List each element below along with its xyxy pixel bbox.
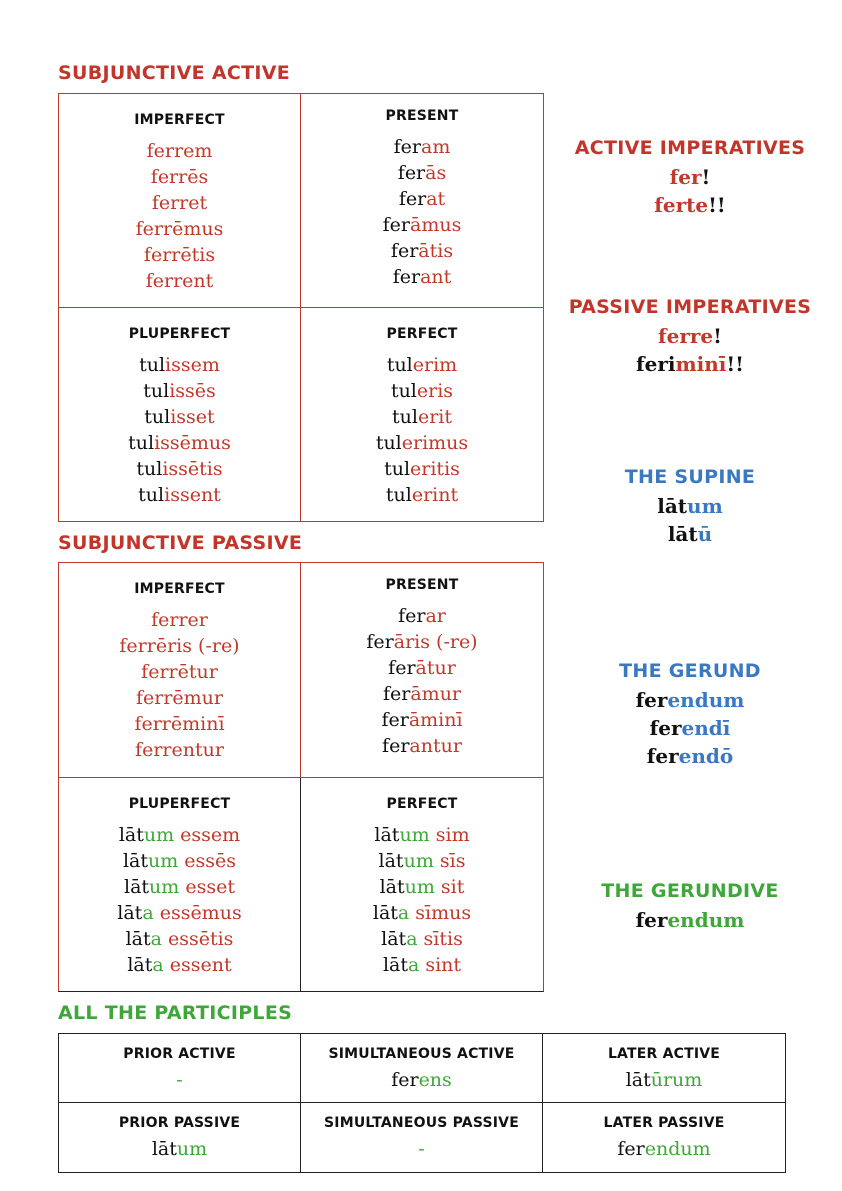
verb-form bbox=[301, 733, 543, 759]
form-segment: ferrētur bbox=[141, 661, 218, 683]
form-segment: fer bbox=[669, 165, 702, 189]
sp-pluperfect-forms bbox=[59, 822, 300, 978]
form-segment: ferrēminī bbox=[134, 713, 225, 735]
verb-form bbox=[59, 216, 300, 242]
form-segment: āmur bbox=[410, 683, 462, 705]
form-segment: lāt bbox=[667, 522, 698, 546]
form-segment: ferte bbox=[654, 193, 709, 217]
form-segment: lāt bbox=[657, 494, 688, 518]
form-segment: lāt bbox=[124, 876, 150, 898]
form-segment: sītis bbox=[417, 928, 463, 950]
subjunctive-passive-title: SUBJUNCTIVE PASSIVE bbox=[58, 532, 303, 554]
form-segment: tul bbox=[392, 406, 418, 428]
verb-form bbox=[59, 822, 300, 848]
form-segment: ferrēris (-re) bbox=[119, 635, 240, 657]
passive-imperatives-title: PASSIVE IMPERATIVES bbox=[568, 296, 812, 318]
active-imperatives-forms bbox=[560, 163, 820, 219]
verb-form bbox=[560, 350, 820, 378]
form-segment: - bbox=[176, 1069, 183, 1091]
form-segment: a bbox=[152, 954, 164, 976]
verb-form bbox=[301, 874, 543, 900]
form-segment: lāt bbox=[374, 824, 400, 846]
participle-cell-prior-passive bbox=[59, 1103, 301, 1172]
form-segment: endī bbox=[681, 716, 731, 740]
verb-form bbox=[59, 607, 300, 633]
sa-present-forms bbox=[301, 134, 543, 290]
form-segment: ferrent bbox=[145, 270, 214, 292]
verb-form bbox=[301, 603, 543, 629]
form-segment: fer bbox=[391, 1069, 419, 1091]
participle-cell-later-active bbox=[543, 1034, 785, 1103]
form-segment: fer bbox=[635, 688, 668, 712]
form-segment: eritis bbox=[410, 458, 460, 480]
verb-form bbox=[59, 138, 300, 164]
verb-form bbox=[59, 268, 300, 294]
form-segment: at bbox=[426, 188, 446, 210]
form-segment: !! bbox=[726, 352, 744, 376]
form-segment: feri bbox=[636, 352, 676, 376]
form-segment: tul bbox=[143, 380, 170, 402]
form-segment: !! bbox=[708, 193, 726, 217]
form-segment: ferrētis bbox=[143, 244, 216, 266]
form-segment: lāt bbox=[381, 928, 407, 950]
verb-form bbox=[301, 482, 543, 508]
supine-forms bbox=[560, 492, 820, 548]
verb-form bbox=[59, 633, 300, 659]
subjunctive-passive-table bbox=[58, 562, 544, 992]
verb-form bbox=[59, 926, 300, 952]
sp-imperfect-label: IMPERFECT bbox=[134, 581, 225, 597]
verb-form bbox=[301, 134, 543, 160]
sp-pluperfect-label: PLUPERFECT bbox=[128, 796, 231, 812]
form-segment: ātur bbox=[415, 657, 456, 679]
form-segment: sīmus bbox=[409, 902, 472, 924]
sa-pluperfect-cell bbox=[59, 308, 301, 521]
sa-perfect-forms bbox=[301, 352, 543, 508]
form-segment: lāt bbox=[127, 954, 153, 976]
form-segment: ! bbox=[701, 165, 711, 189]
form-segment: am bbox=[421, 136, 451, 158]
gerundive-forms bbox=[560, 906, 820, 934]
verb-form bbox=[59, 482, 300, 508]
form-segment: lāt bbox=[118, 824, 144, 846]
form-segment: āminī bbox=[408, 709, 463, 731]
form-segment: sit bbox=[434, 876, 465, 898]
verb-form bbox=[59, 659, 300, 685]
verb-form bbox=[301, 238, 543, 264]
verb-form bbox=[301, 378, 543, 404]
passive-imperatives-forms bbox=[560, 322, 820, 378]
form-segment: essēmus bbox=[153, 902, 242, 924]
supine-title: THE SUPINE bbox=[624, 466, 756, 488]
verb-form bbox=[560, 520, 820, 548]
verb-form bbox=[560, 492, 820, 520]
form-segment: fer bbox=[617, 1138, 645, 1160]
form-segment: essem bbox=[174, 824, 241, 846]
form-segment: tul bbox=[139, 354, 166, 376]
verb-form bbox=[301, 352, 543, 378]
active-imperatives-title: ACTIVE IMPERATIVES bbox=[574, 137, 806, 159]
form-segment: fer bbox=[397, 162, 426, 184]
form-segment: um bbox=[148, 850, 179, 872]
form-segment: issētis bbox=[162, 458, 223, 480]
form-segment: tul bbox=[385, 484, 412, 506]
gerund-section bbox=[560, 660, 820, 770]
participle-form bbox=[543, 1137, 785, 1161]
form-segment: essēs bbox=[178, 850, 237, 872]
participle-label: LATER PASSIVE bbox=[603, 1115, 725, 1131]
form-segment: endum bbox=[667, 688, 745, 712]
verb-form bbox=[59, 352, 300, 378]
verb-form bbox=[560, 906, 820, 934]
form-segment: ar bbox=[425, 605, 446, 627]
form-segment: essētis bbox=[161, 928, 234, 950]
form-segment: erint bbox=[411, 484, 459, 506]
form-segment: endum bbox=[667, 908, 745, 932]
form-segment: endum bbox=[644, 1138, 711, 1160]
form-segment: um bbox=[399, 824, 430, 846]
verb-form bbox=[301, 848, 543, 874]
participle-label: PRIOR PASSIVE bbox=[118, 1115, 241, 1131]
form-segment: a bbox=[142, 902, 154, 924]
subjunctive-active-title: SUBJUNCTIVE ACTIVE bbox=[58, 62, 291, 84]
form-segment: lāt bbox=[125, 928, 151, 950]
sa-present-cell bbox=[301, 94, 543, 308]
verb-form bbox=[301, 822, 543, 848]
participle-label: SIMULTANEOUS ACTIVE bbox=[328, 1046, 515, 1062]
form-segment: lāt bbox=[378, 850, 404, 872]
verb-form bbox=[301, 681, 543, 707]
sa-pluperfect-label: PLUPERFECT bbox=[128, 326, 231, 342]
form-segment: ferre bbox=[658, 324, 714, 348]
verb-form bbox=[560, 163, 820, 191]
verb-form bbox=[560, 714, 820, 742]
form-segment: tul bbox=[128, 432, 155, 454]
verb-form bbox=[301, 456, 543, 482]
form-segment: fer bbox=[388, 657, 416, 679]
verb-form bbox=[59, 900, 300, 926]
participles-table bbox=[58, 1033, 786, 1173]
participle-cell-prior-active bbox=[59, 1034, 301, 1103]
participle-form bbox=[301, 1137, 542, 1161]
form-segment: esset bbox=[179, 876, 235, 898]
verb-form bbox=[560, 191, 820, 219]
sp-perfect-cell bbox=[301, 778, 543, 991]
sa-imperfect-label: IMPERFECT bbox=[134, 112, 225, 128]
form-segment: erit bbox=[417, 406, 452, 428]
sp-present-forms bbox=[301, 603, 543, 759]
participle-label: LATER ACTIVE bbox=[607, 1046, 721, 1062]
form-segment: um bbox=[149, 876, 180, 898]
supine-section bbox=[560, 466, 820, 548]
form-segment: tul bbox=[390, 380, 417, 402]
sa-perfect-cell bbox=[301, 308, 543, 521]
form-segment: tul bbox=[136, 458, 163, 480]
form-segment: ferrēs bbox=[150, 166, 209, 188]
form-segment: erim bbox=[412, 354, 458, 376]
form-segment: lāt bbox=[151, 1138, 177, 1160]
participle-form bbox=[59, 1068, 300, 1092]
verb-form bbox=[59, 164, 300, 190]
gerund-title: THE GERUND bbox=[619, 660, 761, 682]
form-segment: sim bbox=[429, 824, 470, 846]
participle-cell-later-passive bbox=[543, 1103, 785, 1172]
gerund-forms bbox=[560, 686, 820, 770]
sa-perfect-label: PERFECT bbox=[386, 326, 458, 342]
verb-form bbox=[301, 186, 543, 212]
verb-form bbox=[59, 190, 300, 216]
form-segment: ās bbox=[425, 162, 447, 184]
verb-form bbox=[59, 711, 300, 737]
verb-form bbox=[59, 848, 300, 874]
participle-form bbox=[543, 1068, 785, 1092]
verb-form bbox=[59, 685, 300, 711]
participle-label: PRIOR ACTIVE bbox=[123, 1046, 236, 1062]
form-segment: ferret bbox=[151, 192, 208, 214]
sp-present-cell bbox=[301, 563, 543, 778]
form-segment: issem bbox=[165, 354, 220, 376]
form-segment: āris (-re) bbox=[393, 631, 478, 653]
verb-form bbox=[59, 242, 300, 268]
verb-form bbox=[301, 952, 543, 978]
participle-cell-simultaneous-active bbox=[301, 1034, 543, 1103]
form-segment: a bbox=[397, 902, 410, 924]
verb-form bbox=[301, 430, 543, 456]
verb-form bbox=[301, 160, 543, 186]
verb-form bbox=[560, 322, 820, 350]
form-segment: fer bbox=[398, 188, 427, 210]
form-segment: a bbox=[407, 954, 420, 976]
verb-form bbox=[560, 742, 820, 770]
form-segment: um bbox=[143, 824, 175, 846]
verb-form bbox=[560, 686, 820, 714]
form-segment: lāt bbox=[382, 954, 408, 976]
form-segment: fer bbox=[393, 136, 421, 158]
form-segment: lāt bbox=[372, 902, 398, 924]
form-segment: lāt bbox=[117, 902, 143, 924]
form-segment: sīs bbox=[433, 850, 466, 872]
sp-imperfect-cell bbox=[59, 563, 301, 778]
form-segment: ferrem bbox=[146, 140, 213, 162]
participle-form bbox=[301, 1068, 542, 1092]
sp-perfect-forms bbox=[301, 822, 543, 978]
form-segment: lāt bbox=[122, 850, 148, 872]
form-segment: fer bbox=[649, 716, 682, 740]
sa-imperfect-cell bbox=[59, 94, 301, 308]
form-segment: - bbox=[418, 1138, 425, 1160]
form-segment: ūrum bbox=[650, 1069, 703, 1091]
verb-form bbox=[59, 737, 300, 763]
form-segment: minī bbox=[675, 352, 727, 376]
form-segment: fer bbox=[390, 240, 419, 262]
form-segment: ferrer bbox=[151, 609, 208, 631]
form-segment: fer bbox=[398, 605, 426, 627]
sa-imperfect-forms bbox=[59, 138, 300, 294]
verb-form bbox=[301, 707, 543, 733]
form-segment: lāt bbox=[625, 1069, 651, 1091]
form-segment: ferrēmus bbox=[135, 218, 224, 240]
gerundive-title: THE GERUNDIVE bbox=[601, 880, 779, 902]
form-segment: tul bbox=[144, 406, 171, 428]
form-segment: ens bbox=[418, 1069, 452, 1091]
form-segment: fer bbox=[646, 744, 679, 768]
verb-form bbox=[59, 874, 300, 900]
participle-label: SIMULTANEOUS PASSIVE bbox=[324, 1115, 519, 1131]
form-segment: eris bbox=[416, 380, 454, 402]
form-segment: a bbox=[406, 928, 418, 950]
active-imperatives-section bbox=[560, 137, 820, 219]
verb-form bbox=[59, 456, 300, 482]
form-segment: ferrēmur bbox=[135, 687, 224, 709]
form-segment: fer bbox=[382, 735, 410, 757]
verb-form bbox=[301, 900, 543, 926]
form-segment: a bbox=[150, 928, 162, 950]
form-segment: ant bbox=[420, 266, 452, 288]
sp-present-label: PRESENT bbox=[385, 577, 459, 593]
form-segment: lāt bbox=[379, 876, 405, 898]
form-segment: issēs bbox=[169, 380, 216, 402]
form-segment: tul bbox=[138, 484, 165, 506]
sa-pluperfect-forms bbox=[59, 352, 300, 508]
sp-pluperfect-cell bbox=[59, 778, 301, 991]
verb-form bbox=[59, 430, 300, 456]
form-segment: erimus bbox=[401, 432, 469, 454]
form-segment: fer bbox=[381, 709, 409, 731]
gerundive-section bbox=[560, 880, 820, 934]
form-segment: antur bbox=[409, 735, 462, 757]
sa-present-label: PRESENT bbox=[385, 108, 459, 124]
form-segment: ātis bbox=[418, 240, 454, 262]
subjunctive-active-table bbox=[58, 93, 544, 522]
verb-form bbox=[301, 404, 543, 430]
form-segment: issēmus bbox=[154, 432, 231, 454]
form-segment: fer bbox=[635, 908, 668, 932]
form-segment: fer bbox=[382, 683, 411, 705]
form-segment: āmus bbox=[410, 214, 462, 236]
form-segment: essent bbox=[163, 954, 232, 976]
verb-form bbox=[59, 952, 300, 978]
form-segment: um bbox=[687, 494, 723, 518]
form-segment: sint bbox=[419, 954, 462, 976]
form-segment: tul bbox=[384, 458, 411, 480]
form-segment: fer bbox=[382, 214, 410, 236]
form-segment: tul bbox=[386, 354, 413, 376]
form-segment: isset bbox=[170, 406, 215, 428]
sp-imperfect-forms bbox=[59, 607, 300, 763]
sp-perfect-label: PERFECT bbox=[386, 796, 458, 812]
verb-form bbox=[59, 378, 300, 404]
form-segment: fer bbox=[392, 266, 421, 288]
passive-imperatives-section bbox=[560, 296, 820, 378]
form-segment: ! bbox=[713, 324, 722, 348]
verb-form bbox=[301, 212, 543, 238]
verb-form bbox=[301, 264, 543, 290]
form-segment: ferrentur bbox=[135, 739, 224, 761]
form-segment: endō bbox=[678, 744, 734, 768]
form-segment: tul bbox=[375, 432, 402, 454]
form-segment: um bbox=[404, 876, 435, 898]
form-segment: ū bbox=[697, 522, 713, 546]
participles-title: ALL THE PARTICIPLES bbox=[58, 1002, 293, 1024]
form-segment: um bbox=[176, 1138, 208, 1160]
verb-form bbox=[59, 404, 300, 430]
verb-form bbox=[301, 629, 543, 655]
form-segment: issent bbox=[164, 484, 221, 506]
form-segment: fer bbox=[366, 631, 394, 653]
participle-form bbox=[59, 1137, 300, 1161]
verb-form bbox=[301, 655, 543, 681]
form-segment: um bbox=[403, 850, 434, 872]
verb-form bbox=[301, 926, 543, 952]
participle-cell-simultaneous-passive bbox=[301, 1103, 543, 1172]
